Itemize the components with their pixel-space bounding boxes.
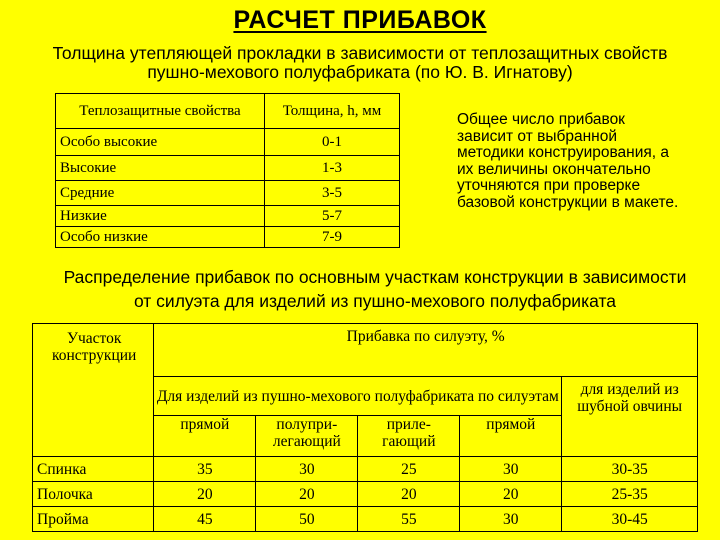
table-row: [33, 482, 698, 507]
cell-value: 30: [460, 507, 562, 532]
table-row: [56, 227, 400, 248]
cell-value: 30: [256, 457, 358, 482]
cell-value: 30-35: [562, 457, 698, 482]
row-thickness: 1-3: [265, 156, 400, 181]
header-silhouette: приле-гающий: [358, 416, 460, 457]
table-row: [56, 206, 400, 227]
side-note: Общее число прибавок зависит от выбранной методики конструирования, а их величины окончательно уточняются при проверке базовой конструкции в макете.: [457, 111, 679, 211]
cell-value: 30: [460, 457, 562, 482]
cell-value: 20: [256, 482, 358, 507]
cell-value: 55: [358, 507, 460, 532]
table-header-row: [33, 324, 698, 377]
row-property: Особо высокие: [56, 129, 265, 156]
cell-value: 20: [154, 482, 256, 507]
row-property: Низкие: [56, 206, 265, 227]
table-row: [33, 457, 698, 482]
cell-value: 25-35: [562, 482, 698, 507]
row-property: Высокие: [56, 156, 265, 181]
cell-value: 45: [154, 507, 256, 532]
table-row: [33, 507, 698, 532]
header-fur-group: Для изделий из пушно-мехового полуфабриката по силуэтам: [154, 377, 562, 416]
row-part: Спинка: [33, 457, 154, 482]
header-silhouette: прямой: [154, 416, 256, 457]
row-thickness: 3-5: [265, 181, 400, 206]
cell-value: 35: [154, 457, 256, 482]
table-row: [56, 129, 400, 156]
header-sheepskin-group: для изделий из шубной овчины: [562, 377, 698, 457]
subtitle: Толщина утепляющей прокладки в зависимости от теплозащитных свойств пушно-мехового полуфабриката (по Ю. В. Игнатову): [52, 43, 668, 82]
thickness-table: [55, 93, 400, 248]
header-thermal-properties: Теплозащитные свойства: [56, 94, 265, 129]
table-header-row: [56, 94, 400, 129]
row-part: Пройма: [33, 507, 154, 532]
row-thickness: 0-1: [265, 129, 400, 156]
cell-value: 20: [358, 482, 460, 507]
header-part: Участок конструкции: [33, 324, 154, 457]
table-row: [56, 156, 400, 181]
allowance-table: [32, 323, 698, 532]
header-allowance: Прибавка по силуэту, %: [154, 324, 698, 377]
header-silhouette: прямой: [460, 416, 562, 457]
section-heading: Распределение прибавок по основным участкам конструкции в зависимости от силуэта для изделий из пушно-мехового полуфабриката: [63, 267, 687, 311]
cell-value: 25: [358, 457, 460, 482]
row-thickness: 7-9: [265, 227, 400, 248]
row-property: Средние: [56, 181, 265, 206]
cell-value: 50: [256, 507, 358, 532]
page-title: РАСЧЕТ ПРИБАВОК: [233, 6, 487, 34]
row-property: Особо низкие: [56, 227, 265, 248]
header-silhouette: полупри-легающий: [256, 416, 358, 457]
cell-value: 30-45: [562, 507, 698, 532]
header-thickness: Толщина, h, мм: [265, 94, 400, 129]
row-part: Полочка: [33, 482, 154, 507]
cell-value: 20: [460, 482, 562, 507]
table-row: [56, 181, 400, 206]
row-thickness: 5-7: [265, 206, 400, 227]
